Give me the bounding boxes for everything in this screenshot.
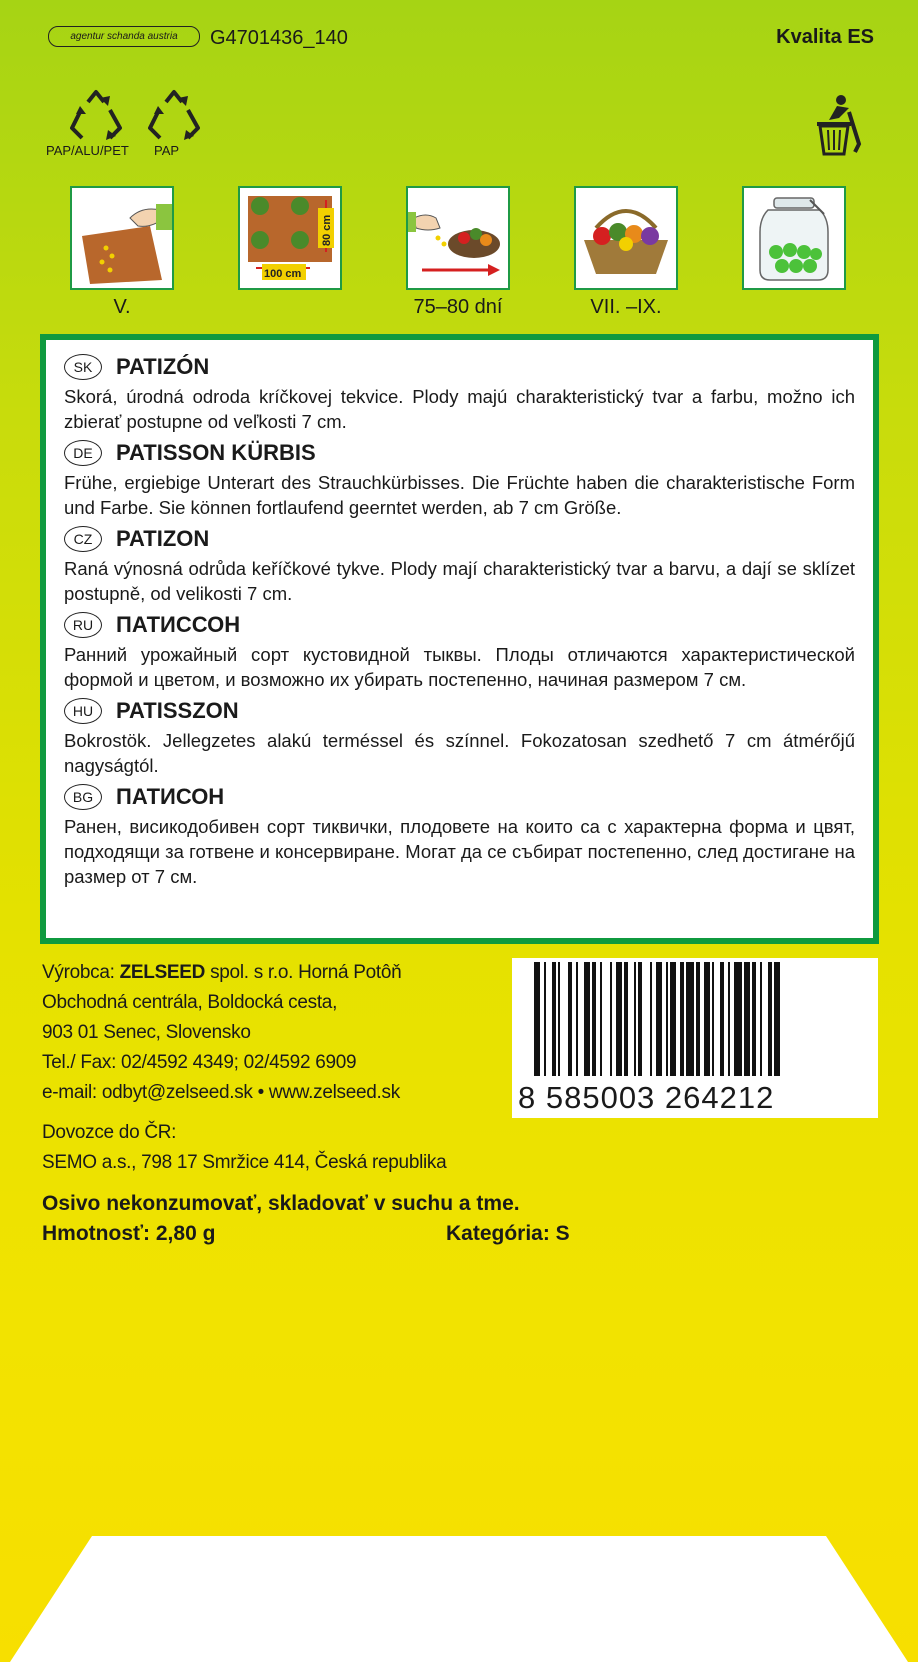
preserving-jar-icon <box>744 188 844 288</box>
barcode <box>512 958 878 1118</box>
barcode-bar <box>650 962 652 1076</box>
spacing-pictogram <box>238 186 342 290</box>
storage-note: Osivo nekonzumovať, skladovať v suchu a tme. <box>42 1192 520 1215</box>
producer-info <box>42 958 401 1108</box>
preserving-pictogram <box>742 186 846 290</box>
producer-address: spol. s r.o. Horná Potôň <box>210 962 402 983</box>
spacing-row-label: 100 cm <box>264 268 302 280</box>
lang-text: Ранний урожайный сорт кустовидной тыквы. Плоды отличаются характеристической формой и цветом, и возможно их убирать постепенно, начиная размером 7 см. <box>64 644 855 690</box>
recycle-icon <box>144 88 204 148</box>
lang-title: PATIZÓN <box>116 354 210 379</box>
lang-text: Bokrostök. Jellegzetes alakú terméssel és színnel. Fokozatosan szedhető 7 cm átmérőjű nagyságtól. <box>64 730 855 776</box>
lang-text: Raná výnosná odrůda keříčkové tykve. Plody mají charakteristický tvar a barvu, a dají se sklízet postupně, od velikosti 7 cm. <box>64 558 855 604</box>
lang-badge: BG <box>64 784 102 810</box>
barcode-bar <box>544 962 546 1076</box>
recycle-icon <box>66 88 126 148</box>
lang-title: ПАТИСОН <box>116 784 225 809</box>
lang-header-bg <box>64 782 855 812</box>
sowing-month: V. <box>113 296 131 318</box>
barcode-bar <box>774 962 780 1076</box>
lang-header-sk <box>64 352 855 382</box>
barcode-bar <box>634 962 636 1076</box>
producer-office: Obchodná centrála, Boldocká cesta, <box>42 992 338 1013</box>
lang-badge: CZ <box>64 526 102 552</box>
barcode-bar <box>760 962 762 1076</box>
lang-badge: RU <box>64 612 102 638</box>
lang-badge: HU <box>64 698 102 724</box>
barcode-bar <box>576 962 578 1076</box>
barcode-bar <box>696 962 700 1076</box>
harvest-months: VII. –IX. <box>590 296 662 318</box>
barcode-bar <box>734 962 742 1076</box>
description-panel <box>40 334 879 944</box>
net-weight: Hmotnosť: 2,80 g <box>42 1222 216 1245</box>
barcode-bar <box>610 962 612 1076</box>
agency-logo: agentur schanda austria <box>48 26 200 47</box>
lang-header-cz <box>64 524 855 554</box>
barcode-bar <box>686 962 694 1076</box>
importer-info <box>42 1118 446 1178</box>
barcode-bar <box>584 962 590 1076</box>
recycle-label-2: PAP <box>154 143 180 158</box>
product-code: G4701436_140 <box>210 27 348 49</box>
barcode-bar <box>768 962 772 1076</box>
barcode-digits: 8 585003 264212 <box>518 1080 775 1115</box>
importer-address: SEMO a.s., 798 17 Smržice 414, Česká republika <box>42 1152 447 1173</box>
barcode-bar <box>670 962 676 1076</box>
barcode-bar <box>552 962 556 1076</box>
barcode-bar <box>534 962 540 1076</box>
lang-text: Frühe, ergiebige Unterart des Strauchkürbisses. Die Früchte haben die charakteristische Form und Farbe. Sie können fortlaufend geerntet werden, ab 7 cm Größe. <box>64 472 855 518</box>
barcode-bar <box>592 962 596 1076</box>
barcode-bar <box>666 962 668 1076</box>
barcode-bar <box>600 962 602 1076</box>
vegetable-basket-icon <box>576 188 676 288</box>
importer-label: Dovozce do ČR: <box>42 1122 177 1143</box>
days-to-harvest: 75–80 dní <box>413 296 503 318</box>
barcode-bar <box>744 962 750 1076</box>
lang-header-hu <box>64 696 855 726</box>
barcode-bar <box>638 962 642 1076</box>
bottom-window <box>0 1536 918 1662</box>
lang-header-ru <box>64 610 855 640</box>
barcode-bar <box>728 962 730 1076</box>
producer-phone: Tel./ Fax: 02/4592 4349; 02/4592 6909 <box>42 1052 357 1073</box>
trash-bin-icon <box>815 94 865 156</box>
producer-contact: e-mail: odbyt@zelseed.sk • www.zelseed.sk <box>42 1082 400 1103</box>
lang-badge: SK <box>64 354 102 380</box>
lang-title: PATIZON <box>116 526 210 551</box>
barcode-bar <box>680 962 684 1076</box>
lang-badge: DE <box>64 440 102 466</box>
lang-text: Ранен, висикодобивен сорт тиквички, плодовете на които са с характерна форма и цвят, подходящи за готвене и консервиране. Могат да се събират постепенно, след достигане на размер от 7 см. <box>64 816 855 887</box>
lang-title: ПАТИССОН <box>116 612 241 637</box>
barcode-bars <box>512 958 878 1080</box>
sowing-pictogram <box>70 186 174 290</box>
lang-title: PATISSZON <box>116 698 239 723</box>
barcode-bar <box>720 962 724 1076</box>
lang-text: Skorá, úrodná odroda kríčkovej tekvice. Plody majú charakteristický tvar a farbu, možno ich zbierať postupne od veľkosti 7 cm. <box>64 386 855 432</box>
lang-header-de <box>64 438 855 468</box>
producer-company: ZELSEED <box>119 962 206 983</box>
barcode-bar <box>568 962 572 1076</box>
barcode-bar <box>616 962 622 1076</box>
lang-title: PATISSON KÜRBIS <box>116 440 316 465</box>
barcode-bar <box>712 962 714 1076</box>
spacing-grid-icon <box>240 188 340 288</box>
barcode-bar <box>752 962 756 1076</box>
producer-city: 903 01 Senec, Slovensko <box>42 1022 251 1043</box>
barcode-bar <box>624 962 628 1076</box>
recycle-label-1: PAP/ALU/PET <box>46 143 129 158</box>
spacing-column-label: 80 cm <box>321 214 333 246</box>
barcode-bar <box>558 962 560 1076</box>
harvest-pictogram <box>406 186 510 290</box>
quality-label: Kvalita ES <box>776 26 874 48</box>
producer-label: Výrobca: <box>42 962 115 983</box>
seed-category: Kategória: S <box>446 1222 570 1245</box>
barcode-bar <box>656 962 662 1076</box>
harvest-season-pictogram <box>574 186 678 290</box>
barcode-bar <box>704 962 710 1076</box>
sowing-hand-icon <box>72 188 172 288</box>
harvest-time-icon <box>408 188 508 288</box>
